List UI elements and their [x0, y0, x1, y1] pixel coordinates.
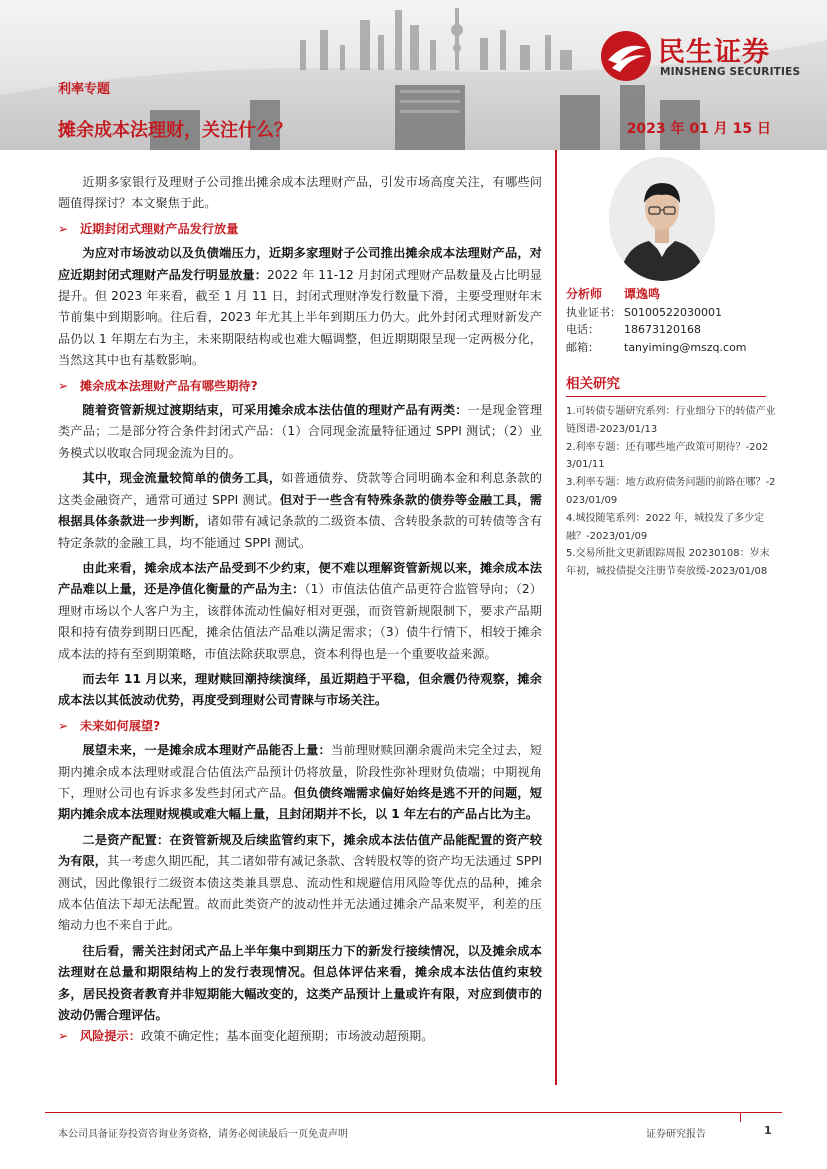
cert-label: 执业证书： — [566, 305, 621, 319]
analyst-portrait-image — [609, 157, 715, 281]
plain-text: 一是现金管理类产品；二是部分符合条件封闭式产品：（1）合同现金流量特征通过 SPPI 测试；（2）业务模式以收取合同现金流为目的。 — [58, 403, 543, 460]
related-item[interactable]: 4.城投随笔系列：2022 年，城投发了多少定融？-2023/01/09 — [566, 512, 765, 542]
plain-text: 如普通债券、贷款等合同明确本金和利息条款的这类金融资产，通常可通过 SPPI 测试。 — [58, 471, 543, 507]
logo-english: MINSHENG SECURITIES — [660, 66, 801, 78]
body-paragraph — [58, 243, 542, 371]
section-heading-1 — [58, 219, 542, 240]
footer-tick — [740, 1112, 741, 1122]
analyst-name-row — [566, 286, 786, 304]
related-item[interactable]: 3.利率专题：地方政府债务问题的前路在哪？-2023/01/09 — [566, 477, 776, 506]
body-paragraph — [58, 941, 542, 1027]
analyst-name: 谭逸鸣 — [624, 287, 661, 301]
phone-value: 18673120168 — [624, 323, 701, 336]
section-heading-2 — [58, 376, 542, 397]
footer-report-type: 证券研究报告 — [646, 1129, 706, 1140]
plain-text: 2022 年 11-12 月封闭式理财产品数量及占比明显提升。但 2023 年来看，截至 1 月 11 日，封闭式理财净发行数量下滑，主要受理财年末节前集中到期影响。往后看，2023 年尤其上半年到期压力仍大。此外封闭式理财新发产品仍以 1 年期左右为主，未来期限结构或也难大幅调整，但近期期限呈现一定两极分化，当然这其中也有基数影响。 — [58, 267, 542, 368]
body-paragraph — [58, 830, 542, 937]
cert-row — [566, 304, 786, 322]
report-category: 利率专题 — [58, 82, 111, 97]
related-research — [566, 372, 776, 581]
bold-text: 随着资管新规过渡期结束，可采用摊余成本法估值的理财产品有两类： — [82, 403, 468, 418]
bold-text: 由此来看，摊余成本法产品受到不少约束，便不难以理解资管新规以来，摊余成本法产品难以上量，还是净值化衡量的产品为主： — [58, 560, 542, 597]
related-item[interactable]: 1.可转债专题研究系列：行业细分下的转债产业链图谱-2023/01/13 — [566, 406, 776, 435]
bold-text: 为应对市场波动以及负债端压力，近期多家理财子公司推出摊余成本法理财产品，对应近期封闭式理财产品发行明显放量： — [58, 246, 542, 282]
minsheng-logo — [600, 28, 810, 88]
related-research-list — [566, 403, 776, 581]
cert-value: S0100522030001 — [624, 305, 722, 319]
page-number: 1 — [764, 1124, 772, 1137]
bold-text: 而去年 11 月以来，理财赎回潮持续演绎，虽近期趋于平稳，但余震仍待观察，摊余成本法以其低波动优势，再度受到理财公司青睐与市场关注。 — [58, 671, 542, 708]
analyst-role: 分析师 — [566, 287, 603, 301]
bold-text: 但对于一些含有特殊条款的债券等金融工具，需根据具体条款进一步判断， — [58, 492, 542, 529]
footer-divider — [45, 1112, 782, 1113]
section-heading-3 — [58, 716, 542, 737]
intro-paragraph: 近期多家银行及理财子公司推出摊余成本法理财产品，引发市场高度关注，有哪些问题值得探讨？本文聚焦于此。 — [58, 175, 542, 211]
risk-text: 政策不确定性；基本面变化超预期；市场波动超预期。 — [140, 1029, 434, 1044]
main-content — [58, 172, 542, 1048]
risk-label: 风险提示： — [80, 1029, 141, 1044]
section-heading-text: 近期封闭式理财产品发行放量 — [80, 221, 239, 236]
plain-text: 当前理财赎回潮余震尚未完全过去，短期内摊余成本法理财或混合估值法产品预计仍将放量，阶段性弥补理财负债端；中期视角下，理财公司也有诉求多发些封闭式产品。 — [58, 743, 543, 800]
analyst-info — [566, 286, 786, 356]
bold-text: 展望未来，一是摊余成本理财产品能否上量： — [82, 743, 331, 758]
bold-text: 往后看，需关注封闭式产品上半年集中到期压力下的新发行接续情况，以及摊余成本法理财在总量和期限结构上的发行表现情况。但总体评估来看，摊余成本法估值约束较多，居民投资者教育并非短期能大幅改变的，这类产品预计上量或许有限，对应到债市的波动仍需合理评估。 — [58, 943, 542, 1023]
body-paragraph — [58, 400, 542, 464]
arrow-bullet-icon: ➢ — [58, 378, 69, 393]
related-research-title: 相关研究 — [566, 372, 766, 397]
related-item[interactable]: 2.利率专题：还有哪些地产政策可期待？-2023/01/11 — [566, 441, 769, 471]
arrow-bullet-icon: ➢ — [58, 221, 69, 236]
plain-text: 其一考虑久期匹配，其二诸如带有减记条款、含转股权等的资产均无法通过 SPPI 测试，因此像银行二级资本债这类兼具票息、流动性和规避信用风险等优点的品种，摊余成本估值法下却无法配置。故而此类资产的波动性并无法通过摊余产品来熨平，利差的压缩动力也不来自于此。 — [58, 854, 543, 933]
report-title: 摊余成本法理财，关注什么？ — [58, 120, 292, 141]
phone-row — [566, 321, 786, 339]
bold-text: 二是资产配置：在资管新规及后续监管约束下，摊余成本法估值产品能配置的资产较为有限， — [58, 832, 542, 869]
column-divider — [555, 150, 557, 1085]
email-value[interactable]: tanyiming@mszq.com — [624, 340, 747, 354]
header-banner — [0, 0, 827, 150]
section-heading-text: 未来如何展望? — [80, 718, 161, 733]
body-paragraph — [58, 468, 542, 554]
phone-label: 电话： — [566, 323, 599, 336]
bold-text: 但负债终端需求偏好始终是逃不开的问题，短期内摊余成本法理财规模或难大幅上量，且封闭期并不长，以 1 年左右的产品占比为主。 — [58, 785, 542, 822]
related-item[interactable]: 5.交易所批文更新跟踪周报 20230108：岁末年初，城投债提交注册节奏放缓-2023/01/08 — [566, 548, 770, 578]
arrow-bullet-icon: ➢ — [58, 718, 69, 733]
report-date: 2023 年 01 月 15 日 — [626, 121, 771, 137]
body-paragraph — [58, 558, 542, 665]
logo-chinese: 民生证券 — [658, 37, 770, 68]
section-heading-text: 摊余成本法理财产品有哪些期待? — [80, 378, 258, 393]
risk-warning — [58, 1026, 542, 1047]
minsheng-emblem-icon — [600, 30, 652, 82]
body-paragraph — [58, 740, 542, 826]
email-label: 邮箱： — [566, 340, 599, 354]
analyst-photo — [609, 157, 715, 281]
plain-text: （1）市值法估值产品更符合监管导向；（2）理财市场以个人客户为主，该群体流动性偏好相对更强，而资管新规限制下，要求产品期限和持有债券到期日匹配，摊余估值法产品难以满足需求；（3）债牛行情下，相较于摊余成本法的持有至到期策略，市值法除获取票息，资本利得也是一个重要收益来源。 — [58, 582, 542, 661]
email-row — [566, 339, 786, 357]
arrow-bullet-icon: ➢ — [58, 1029, 69, 1044]
footer-disclaimer: 本公司具备证券投资咨询业务资格，请务必阅读最后一页免责声明 — [58, 1129, 348, 1140]
plain-text: 诸如带有减记条款的二级资本债、含转股条款的可转债等含有特定条款的金融工具，均不能通过 SPPI 测试。 — [58, 514, 543, 550]
bold-text: 其中，现金流量较简单的债务工具， — [82, 471, 282, 486]
body-paragraph — [58, 669, 542, 712]
